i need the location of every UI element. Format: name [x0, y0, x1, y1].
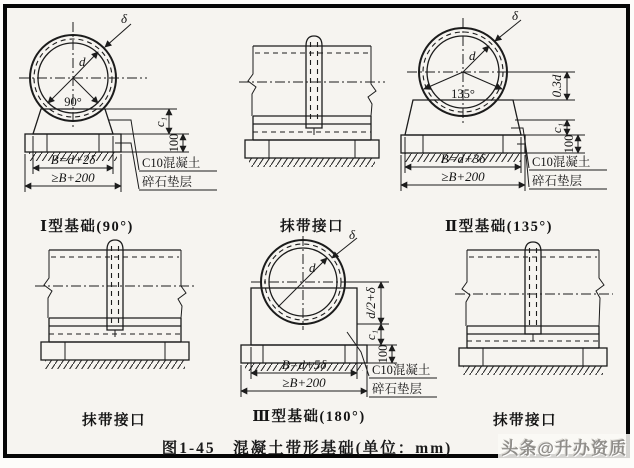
- wall-thickness-label: δ: [121, 11, 128, 26]
- trench-width-dim: ≥B+200: [441, 169, 485, 184]
- panel-type2: [399, 10, 629, 236]
- diameter-label: d: [309, 260, 316, 275]
- bedding-100-dim: 100: [376, 344, 390, 364]
- gravel-bedding: [41, 342, 189, 369]
- rise-dim: 0.3d: [549, 74, 564, 98]
- joint-left-drawing: [13, 238, 215, 406]
- gravel-label: 碎石垫层: [532, 174, 583, 188]
- pipe-cross-section: [19, 22, 147, 130]
- break-mark-right: [368, 46, 376, 116]
- mortar-band-collar: [306, 36, 322, 135]
- concrete-label: C10混凝土: [142, 156, 201, 170]
- foundation-width-dim: B=d+3δ: [440, 151, 486, 166]
- diagram-border-frame: [3, 4, 630, 458]
- wall-thickness-arrow: [495, 20, 521, 41]
- trench-width-dim: ≥B+200: [282, 375, 326, 390]
- c1-dim: c₁: [363, 329, 378, 341]
- break-mark-left: [248, 46, 256, 116]
- rise-dim: d/2+δ: [363, 287, 378, 319]
- pipe-cross-section: [251, 236, 371, 330]
- wall-thickness-label: δ: [512, 10, 519, 23]
- type1-drawing: [11, 10, 223, 214]
- support-angle-label: 135°: [451, 87, 475, 101]
- pipe-side-view: [239, 46, 385, 116]
- break-mark-left: [44, 250, 52, 318]
- joint-right-caption: 抹带接口: [493, 413, 557, 429]
- pipe-side-view: [455, 250, 613, 326]
- diameter-label: d: [469, 48, 476, 63]
- type3-drawing: [211, 230, 439, 402]
- diameter-arrow: [463, 46, 489, 72]
- joint-left-caption: 抹带接口: [82, 413, 146, 429]
- c1-dim: c₁: [152, 116, 167, 128]
- bedding-100-dim: 100: [167, 133, 181, 153]
- support-angle-label: 90°: [64, 95, 82, 109]
- diameter-arrow: [73, 52, 98, 78]
- panel-joint-right: [441, 238, 629, 430]
- joint-top-caption: 抹带接口: [280, 219, 344, 235]
- figure-caption: 图1-45 混凝土带形基础(单位：mm): [161, 440, 453, 457]
- soil-hatch: [249, 158, 375, 167]
- foundation-width-dim: B=d+2δ: [50, 152, 96, 167]
- type1-caption: Ⅰ型基础(90°): [40, 219, 134, 235]
- soil-hatch: [45, 360, 185, 369]
- mortar-band-collar: [107, 240, 123, 337]
- gravel-label: 碎石垫层: [372, 382, 423, 396]
- soil-hatch: [463, 366, 603, 375]
- type2-drawing: [399, 10, 629, 214]
- gravel-bedding: [459, 348, 607, 375]
- break-mark-right: [596, 250, 604, 326]
- material-labels: [109, 120, 217, 190]
- annotations: [48, 11, 131, 109]
- panel-joint-top: [223, 30, 401, 236]
- bedding-100-dim: 100: [562, 134, 576, 154]
- c1-dim: c₁: [549, 122, 564, 134]
- panel-joint-left: [13, 238, 215, 430]
- break-mark-left: [462, 250, 470, 326]
- type3-caption: Ⅲ型基础(180°): [252, 409, 366, 425]
- wall-thickness-arrow: [105, 24, 131, 47]
- concrete-label: C10混凝土: [372, 363, 431, 377]
- panel-type3: [211, 230, 441, 426]
- break-mark-right: [178, 250, 186, 318]
- panel-type1: [11, 10, 223, 236]
- wall-thickness-label: δ: [349, 230, 356, 242]
- gravel-label: 碎石垫层: [142, 175, 193, 189]
- annotations: [424, 10, 521, 101]
- type2-caption: Ⅱ型基础(135°): [445, 219, 553, 235]
- trench-width-dim: ≥B+200: [51, 170, 95, 185]
- watermark: 头条@升办资质: [498, 434, 630, 459]
- joint-top-drawing: [223, 30, 401, 212]
- joint-right-drawing: [441, 238, 629, 406]
- pipe-side-view: [35, 250, 195, 318]
- gravel-bedding: [245, 140, 379, 167]
- diameter-label: d: [79, 54, 86, 69]
- foundation-width-dim: B=d+5δ: [281, 357, 327, 372]
- concrete-label: C10混凝土: [532, 155, 591, 169]
